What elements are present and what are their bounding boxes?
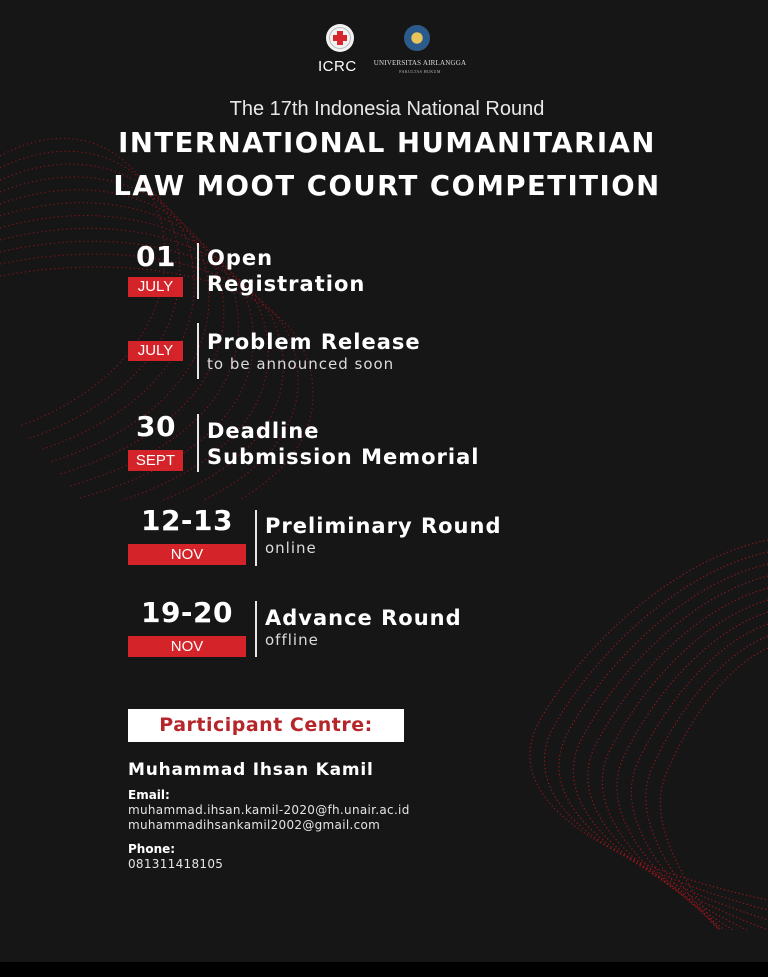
timeline-month-badge: SEPT — [128, 450, 183, 471]
email-label: Email: — [128, 788, 170, 802]
contact-name: Muhammad Ihsan Kamil — [128, 760, 374, 780]
timeline-detail: offline — [265, 631, 319, 649]
poster-subtitle: The 17th Indonesia National Round — [229, 98, 545, 120]
unair-faculty-text: FAKULTAS HUKUM — [399, 69, 441, 74]
phone-value: 081311418105 — [128, 857, 224, 871]
timeline-divider — [255, 601, 257, 657]
icrc-logo-text: ICRC — [318, 58, 357, 75]
poster-title-line2: LAW MOOT COURT COMPETITION — [113, 170, 661, 202]
unair-logo-text: UNIVERSITAS AIRLANGGA — [373, 59, 467, 67]
icrc-emblem-icon — [326, 24, 354, 52]
timeline-heading: Deadline — [207, 419, 320, 443]
timeline-month-badge: JULY — [128, 277, 183, 297]
timeline-heading: Advance Round — [265, 606, 462, 630]
timeline-month-badge: NOV — [128, 636, 246, 657]
timeline-detail: to be announced soon — [207, 355, 395, 373]
timeline-month-badge: NOV — [128, 544, 246, 565]
timeline-month-badge: JULY — [128, 341, 183, 361]
timeline-date: 01 — [136, 240, 176, 273]
unair-emblem-icon — [404, 25, 430, 51]
email-value-2: muhammadihsankamil2002@gmail.com — [128, 818, 381, 832]
timeline-date: 12-13 — [140, 504, 234, 537]
timeline-heading: Problem Release — [207, 330, 421, 354]
timeline-heading: Preliminary Round — [265, 514, 502, 538]
participant-centre-banner — [128, 709, 404, 742]
phone-label: Phone: — [128, 842, 176, 856]
poster-title-line1: INTERNATIONAL HUMANITARIAN — [118, 127, 656, 159]
logo-group — [300, 22, 480, 82]
bottom-bar — [0, 962, 768, 977]
red-wave-decoration-right — [420, 530, 768, 930]
timeline-date: 19-20 — [140, 596, 234, 629]
timeline-heading-line2: Submission Memorial — [207, 445, 480, 469]
email-value-1: muhammad.ihsan.kamil-2020@fh.unair.ac.id — [128, 803, 410, 817]
timeline-heading: Open — [207, 246, 274, 270]
timeline-divider — [255, 510, 257, 566]
timeline-date: 30 — [136, 410, 176, 443]
timeline-divider — [197, 414, 199, 472]
timeline-divider — [197, 323, 199, 379]
timeline-heading-line2: Registration — [207, 272, 366, 296]
participant-centre-heading: Participant Centre: — [159, 714, 373, 736]
timeline-detail: online — [265, 539, 317, 557]
timeline-divider — [197, 243, 199, 299]
